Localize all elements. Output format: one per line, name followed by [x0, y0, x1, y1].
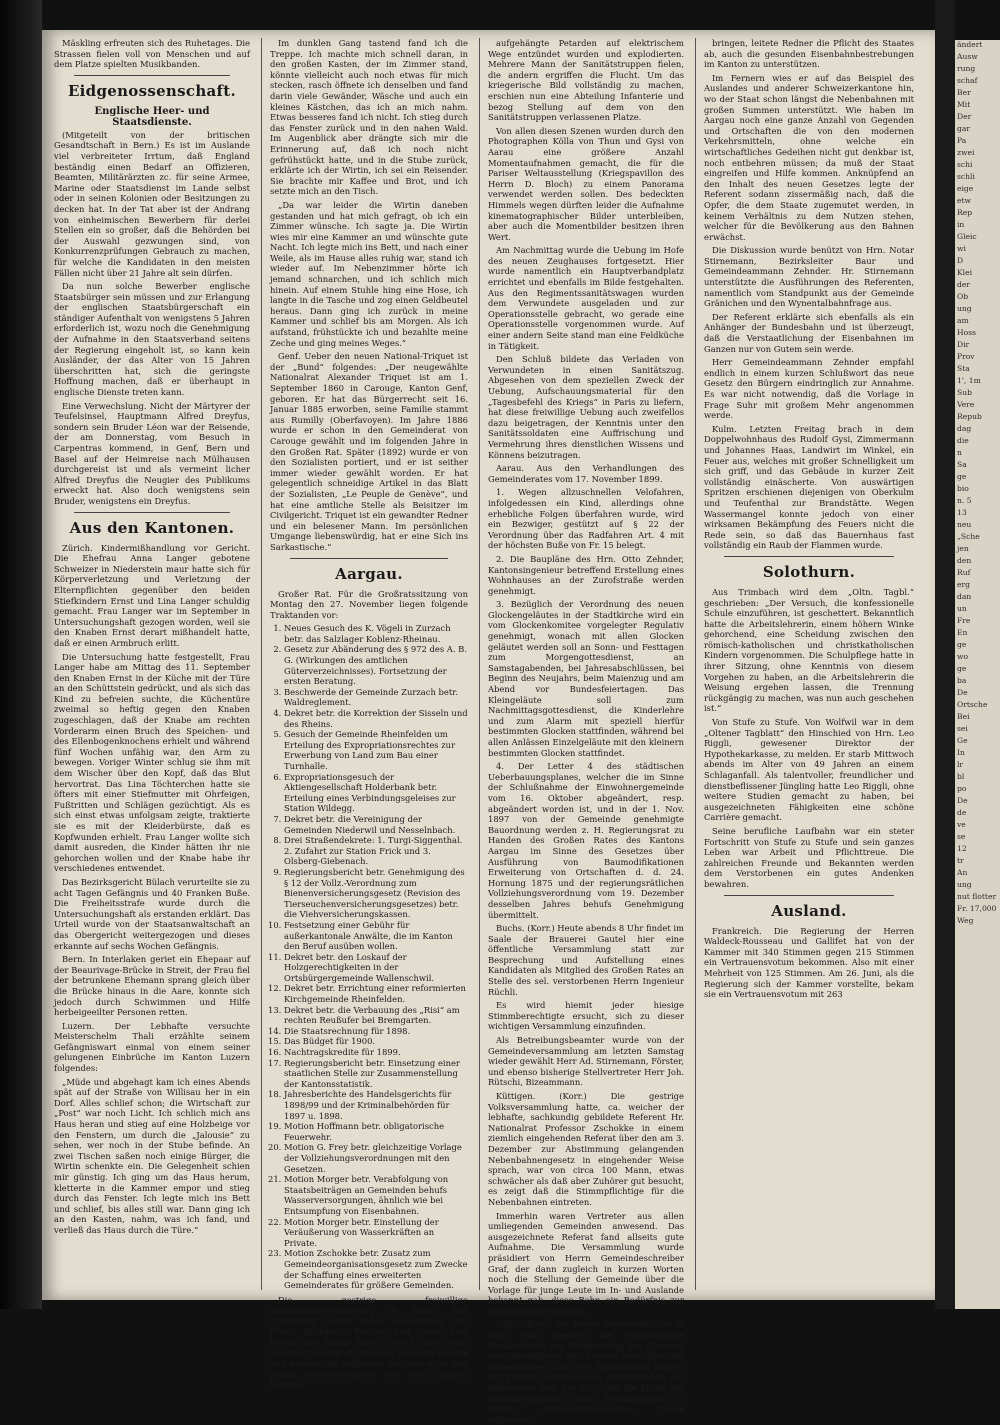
agenda-item: 7. Dekret betr. die Vereinigung der Gemeinden Niederwil und Nesselnbach.	[284, 814, 468, 835]
strip-fragment: ung	[957, 304, 972, 313]
article-text: Im Fernern wies er auf das Beispiel des Auslandes und anderer Schweizerkantone hin, wo der Staat schon längst die Nebenbahnen mit großen Summen unterstützt. Wie haben im Aargau noch eine ganze Anzahl von Gegenden und Ortschaften die von den modernen Verkehrsmitteln, ohne welche ein wirtschaftliches Gedeihen nicht gut denkbar ist, noch entbehren müssen; da muß der Staat eingreifen und Hilfe kommen. Anknüpfend an den Inhalt des neuen Gesetzes legte der Referent sodann zissermäßig nach, daß die Opfer, die dem Staate zugemutet werden, in keinem Verhältnis zu dem Nutzen stehen, welcher für die Bevölkerung aus den Bahnen erwächst.	[704, 72, 914, 242]
strip-fragment: bl	[957, 772, 965, 781]
strip-fragment: 12	[957, 844, 967, 853]
divider	[290, 558, 448, 559]
article-text: Suhr. (Korr.) Im neuen Gemeindesaale in Suhr fand gestern die angekündigte Versammlung zur Besprechung des Gesetzes betr. Beteiligung des Staates beim Bau der Nebenbahnen statt. Die Anwesenden folgten mit großem Interesse den Ausführungen des Referenten Reg.-Rat Käri, der die Frage der Staatsbeteiligung beim Eisenbahnbau in klarer, gemeinverständlicher Weise erläuterte.	[488, 1319, 684, 1425]
article-text: Im dunklen Gang tastend fand ich die Treppe. Ich machte mich schnell daran, in den großen Kasten, der im Zimmer stand, könnte vielleicht auch noch etwas für mich stecken, rasch öffnete ich denselben und fand darin viele Gewänder, Wäsche und auch ein kleines Kästchen, das ich an mich nahm. Etwas besseres fand ich nicht. Ich stieg durch das Fenster zurück und in den nahen Wald. Im Augenblick aber drängte sich mir die Erinnerung auf, daß ich noch nicht gefrühstückt hatte, und in die Stube zurück, erklärte ich der Wirtin, ich sei ein Reisender. Sie brachte mir Kaffee und Brot, und ich setzte mich an den Tisch.	[270, 38, 468, 197]
article-text: Kulm. Letzten Freitag brach in dem Doppelwohnhaus des Rudolf Gysi, Zimmermann und Johannes Haas, Landwirt im Winkel, ein Feuer aus, welches mit großer Schnelligkeit um sich griff, und das Gebäude in kurzer Zeit vollständig einäscherte. Von auswärtigen Spritzen erschienen diejenigen von Oberkulm und Teufenthal zur Brandstätte. Wegen Wassermangel konnte jedoch von einer wirksamen Bekämpfung des Feuers nicht die Rede sein, so daß das Bauernhaus fast vollständig ein Raub der Flammen wurde.	[704, 423, 914, 551]
article-text: Die Diskussion wurde benützt von Hrn. Notar Stirnemann, Bezirksleiter Baur und Gemeindeammann Zehnder. Hr. Stirnemann unterstützte die Ausführungen des Referenten, namentlich vom Standpunkt aus der Gemeinde Gränichen und den Wynentalbahnfrage aus.	[704, 245, 914, 309]
strip-fragment: 13	[957, 508, 967, 517]
strip-fragment: ändert	[957, 40, 983, 49]
strip-fragment: Rep	[957, 208, 973, 217]
agenda-item: 21. Motion Morger betr. Verabfolgung von Staatsbeiträgen an Gemeinden behufs Wasserversorgungen, ähnlich wie bei Entsumpfung von Eisenbahnen.	[284, 1174, 468, 1216]
agenda-item: 9. Regierungsbericht betr. Genehmigung des § 12 der Vollz.-Verordnung zum Bienenversicherungsgesetz (Revision des Tierseuchenversicherungsgesetzes) betr. die Viehversicherungskassen.	[284, 867, 468, 920]
article-text: Mäskling erfreuten sich des Ruhetages. Die Strassen fielen voll von Menschen und auf dem Platze spielten Musikbanden.	[54, 38, 250, 70]
article-text: Bern. In Interlaken geriet ein Ehepaar auf der Beaurivage-Brücke in Streit, der Frau fiel der betrunkene Ehemann sprang gleich über die Brücke hinaus in die Aare, konnte sich jedoch durch Schwimmen und Hilfe herbeigeeilter Personen retten.	[54, 954, 250, 1018]
article-text: Da nun solche Bewerber englische Staatsbürger sein müssen und zur Erlangung der englischen Staatsbürgerschaft ein ständiger Aufenthalt von wenigstens 5 Jahren erforderlich ist, wozu noch die Genehmigung der Aufnahme in den Staatsverband seitens der Regierung eingeholt ist, so kann kein Ausländer, der das Alter von 15 Jahren überschritten hat, sich die geringste Hoffnung machen, daß er überhaupt in englische Dienste treten kann.	[54, 281, 250, 398]
agenda-item: 3. Beschwerde der Gemeinde Zurzach betr. Waldreglement.	[284, 687, 468, 708]
strip-fragment: Ruf	[957, 568, 971, 577]
article-text: Buchs. (Korr.) Heute abends 8 Uhr findet im Saale der Brauerei Gautel hier eine öffentliche Versammlung statt zur Besprechung und Aufstellung eines Kandidaten als Mitglied des Großen Rates an Stelle des sel. verstorbenen Herrn Ingenieur Rüchli.	[488, 923, 684, 997]
strip-fragment: etw	[957, 196, 972, 205]
strip-fragment: Pa	[957, 136, 967, 145]
strip-fragment: ba	[957, 676, 967, 685]
divider	[724, 556, 894, 557]
agenda-item: 18. Jahresberichte des Handelsgerichts für 1898/99 und der Kriminalbehörden für 1897 u. 1898.	[284, 1089, 468, 1121]
strip-fragment: Sa	[957, 460, 967, 469]
column-1	[54, 38, 250, 1290]
strip-fragment: Ge	[957, 736, 968, 745]
article-text: bringen, leitete Redner die Pflicht des Staates ab, auch die gesunden Eisenbahnbestrebungen im Kanton zu unterstützen.	[704, 38, 914, 70]
agenda-item: 1. Neues Gesuch des K. Vögeli in Zurzach betr. das Salzlager Koblenz-Rheinau.	[284, 623, 468, 644]
column-rule	[479, 38, 480, 1290]
strip-fragment: erg	[957, 580, 970, 589]
article-text: „Müde und abgehagt kam ich eines Abends spät auf der Straße von Willisau her in ein Dorf. Alles schlief schon; die Wirtschaft zur „Post“ war noch Licht. Ich schlich mich ans Haus heran und stieg auf eine Holzbeige vor den Fenstern, um durch die „Jalousie“ zu sehen, wer noch in der Stube befinde. An zwei Tischen saßen noch einige Bürger, die Wirtin schenkte ein. Die Gelegenheit schien mir günstig. Ich ging um das Haus herum, kletterte in die Kammer empor und stieg durch das Fenster. Ich legte mich ins Bett und schlief, bis alles still war. Dann ging ich an den Kasten, nahm, was ich fand, und verließ das Haus durch die Türe.“	[54, 1076, 250, 1235]
column-rule	[695, 38, 696, 1290]
strip-fragment: Ortsche	[957, 700, 988, 709]
article-text: Großer Rat. Für die Großratssitzung von Montag den 27. November liegen folgende Traktanden vor:	[270, 588, 468, 620]
strip-fragment: Vere	[957, 400, 975, 409]
article-text: Das Bezirksgericht Bülach verurteilte sie zu acht Tagen Gefängnis und 40 Franken Buße. Die Freiheitsstrafe wurde durch die Untersuchungshaft als erstanden erklärt. Das Urteil wurde von der Staatsanwaltschaft an das Obergericht weitergezogen und dieses erkannte auf sechs Wochen Gefängnis.	[54, 876, 250, 951]
agenda-item: 6. Expropriationsgesuch der Aktiengesellschaft Holderbank betr. Erteilung eines Verbindungsgeleises zur Station Wildegg.	[284, 772, 468, 814]
agenda-item: 8. Drei Straßendekrete: 1. Turgi-Siggenthal. 2. Zufahrt zur Station Frick und 3. Olsberg-Giebenach.	[284, 835, 468, 867]
divider	[74, 75, 230, 76]
agenda-item: 14. Die Staatsrechnung für 1898.	[284, 1026, 468, 1037]
strip-fragment: Klei	[957, 268, 973, 277]
strip-fragment: den	[957, 556, 972, 565]
article-text: 1. Wegen allzuschnellen Velofahren, infolgedessen ein Kind, allerdings ohne erhebliche Folgen überfahren wurde, wird ein Bezwiger, gestützt auf § 22 der Verordnung über das Radfahren Art. 4 mit der höchsten Buße von Fr. 15 belegt.	[488, 487, 684, 551]
article-heading: Englische Heer- und Staatsdienste.	[94, 105, 210, 128]
strip-fragment: In	[957, 748, 965, 757]
strip-fragment: in	[957, 220, 965, 229]
article-text: Der Referent erklärte sich ebenfalls als ein Anhänger der Bundesbahn und ist überzeugt, daß die Verstaatlichung der Eisenbahnen im Ganzen nur von Gutem sein werde.	[704, 311, 914, 354]
agenda-item: 13. Dekret betr. die Verbauung des „Risi“ am rechten Reußufer bei Bremgarten.	[284, 1005, 468, 1026]
agenda-item: 16. Nachtragskredite für 1899.	[284, 1047, 468, 1058]
strip-fragment: am	[957, 316, 969, 325]
agenda-item: 4. Dekret betr. die Korrektion der Sisseln und des Rheins.	[284, 708, 468, 729]
article-text: Die gestrige freiwillige Sanitätsfelddienstübung in Aarau und Umgebung nahm unter Oberleitung des Herrn Korpsarzt Bircher und unter dem Befehl des Herrn Major Nägeli einen sehr belebten Verlauf. Es nahmen mehrere hiesige und auswärtige Sektionen teil, und etwa 300 Mann Sanitätstruppen aus dem ganzen Kanton.	[270, 1294, 468, 1390]
agenda-item: 5. Gesuch der Gemeinde Rheinfelden um Erteilung des Expropriationsrechtes zur Erwerbung von Land zum Bau einer Turnhalle.	[284, 729, 468, 771]
strip-fragment: n. 5	[957, 496, 972, 505]
adjacent-page-strip	[955, 40, 1000, 1309]
agenda-item: 19. Motion Hoffmann betr. obligatorische Feuerwehr.	[284, 1121, 468, 1142]
strip-fragment: Ber	[957, 88, 971, 97]
strip-fragment: schli	[957, 172, 975, 181]
strip-fragment: zwei	[957, 148, 975, 157]
article-text: Von Stufe zu Stufe. Von Wolfwil war in dem „Oltener Tagblatt“ den Hinschied von Hrn. Leo Riggli, gewesener Direktor der Hypothekarkasse, zu melden. Er starb Mittwoch abends im Alter von 49 Jahren an einem Schlaganfall. Als talentvoller, freundlicher und dienstbeflissener Jüngling hatte Leo Riggli, ohne weitere Studien gemacht zu haben, bei ausgezeichneten Fähigkeiten eine schöne Carrière gemacht.	[704, 717, 914, 823]
article-text: Zürich. Kindermißhandlung vor Gericht. Die Ehefrau Anna Langer gebotene Schweizer in Niederstein maur hatte sich für Körperverletzung und Verletzung der Elternpflichten gegenüber den beiden Stiefkindern Ernst und Lina Langer schuldig gemacht. Frau Langer war im September in Untersuchungshaft gezogen worden, weil sie den Knaben Ernst derart mißhandelt hatte, daß er einen Armbruch erlitt.	[54, 542, 250, 648]
section-heading: Ausland.	[771, 901, 847, 920]
strip-fragment: Fr. 17,000	[957, 904, 997, 913]
section-heading: Eidgenossenschaft.	[67, 81, 237, 100]
agenda-item: 17. Regierungsbericht betr. Einsetzung einer staatlichen Stelle zur Zusammenstellung der Kantonsstatistik.	[284, 1058, 468, 1090]
strip-fragment: der	[957, 280, 970, 289]
strip-fragment: un	[957, 604, 967, 613]
strip-fragment: se	[957, 832, 966, 841]
strip-fragment: nut flotter	[957, 892, 997, 901]
strip-fragment: „Sche	[957, 532, 980, 541]
strip-fragment: Weg	[957, 916, 974, 925]
column-2	[270, 38, 468, 1390]
agenda-item: 11. Dekret betr. den Loskauf der Holzgerechtigkeiten in der Ortsbürgergemeinde Wallenschwil.	[284, 952, 468, 984]
strip-fragment: lr	[957, 760, 964, 769]
strip-fragment: rung	[957, 64, 976, 73]
strip-fragment: n	[957, 448, 962, 457]
strip-fragment: ge	[957, 472, 967, 481]
strip-fragment: Ob	[957, 292, 969, 301]
article-text: Die Untersuchung hatte festgestellt, Frau Langer habe am Mittag des 11. September den Knaben Ernst in der Küche mit der Türe an den Schüttstein gedrückt, und als sich das Kind zu befreien suchte, die Küchentüre zweimal so heftig gegen den Knaben zugeschlagen, daß der Knabe am rechten Vorderarm einen Bruch des Speichen- und des Ellenbogenknochens erhielt und während fünf Wochen unfähig war, den Arm zu bewegen. Voriger Winter schlug sie ihm mit dem Wischer über den Kopf, daß das Blut hervortrat. Das Lina Töchterchen hatte sie öfters mit einer Stiefmutter mit Ohrfeigen, Fußtritten und Schlägen gezüchtigt. Als es sich einst etwas unfolgsam zeigte, traktierte sie es mit der Kleiderbürste, daß es Kopfwunden erhielt. Frau Langer wollte sich damit ausreden, die Kinder hätten ihr nie gehorchen wollen und der Knabe habe ihr verschiedenes entwendet.	[54, 651, 250, 874]
column-4	[704, 38, 914, 1290]
strip-fragment: De	[957, 688, 968, 697]
article-text: Eine Verwechslung. Nicht der Märtyrer der Teufelsinsel, Hauptmann Alfred Dreyfus, sondern sein Bruder Léon war der Reisende, der am Donnerstag, vom Besuch in Carpentras kommend, in Genf, Bern und Basel auf der Heimreise nach Mülhausen durchgereist ist und als vermeint licher Alfred Dreyfus die Neugier des Publikums erweckt hat. Also doch wenigstens sein Bruder, wenigstens ein Dreyfus.	[54, 400, 250, 506]
agenda-item: 23. Motion Zschokke betr. Zusatz zum Gemeindeorganisationsgesetz zum Zwecke der Schaffung eines erweiterten Gemeinderates für größere Gemeinden.	[284, 1248, 468, 1290]
agenda-item: 10. Festsetzung einer Gebühr für außerkantonale Anwälte, die im Kanton den Beruf ausüben wollen.	[284, 920, 468, 952]
section-heading: Aus den Kantonen.	[69, 518, 235, 537]
section-heading: Aargau.	[335, 564, 403, 583]
strip-fragment: Sub	[957, 388, 972, 397]
strip-fragment: Der	[957, 112, 972, 121]
strip-fragment: dag	[957, 424, 972, 433]
strip-fragment: ge	[957, 664, 967, 673]
article-text: (Mitgeteilt von der britischen Gesandtschaft in Bern.) Es ist im Auslande viel verbreiteter Irrtum, daß England beständig einen Bedarf an Offizieren, Beamten, Militärärzten zc. für seine Armee, Marine oder Staatsdienst im Lande selbst oder in seinen Kolonien oder Besitzungen zu decken hat. In der Tat aber ist der Andrang von einheimischen Bewerbern für derlei Stellen ein so großer, daß die Behörden bei der Auswahl gezwungen sind, von Konkurrenzprüfungen Gebrauch zu machen, für welche die Kandidaten in den meisten Fällen nicht über 21 Jahre alt sein dürfen.	[54, 129, 250, 278]
article-text: 3. Bezüglich der Verordnung des neuen Glockengeläutes in der Stadtkirche wird ein vom Glockenkomitee vorgelegter Regulativ genehmigt, wonach mit allen Glocken geläutet werden soll an Sonn- und Festtagen zum Morgengottesdienst, an Samstagabenden, bei Jahresabschlüssen, bei Beginn des Neujahrs, beim Maienzug und am Abend vor Bundesfeiertagen. Das Kleingeläute soll zum Nachmittagsgottesdienst, die Kinderlehre und zum Alarm mit speziell hierfür bestimmten Glocken stattfinden, während bei allen Anlässen Einzelgeläute mit den kleinern bestimmten Glocken stattfindet.	[488, 599, 684, 758]
article-text: Von allen diesen Szenen wurden durch den Photographen Kölla von Thun und Gysi von Aarau eine größere Anzahl Momentaufnahmen gemacht, die für die Pariser Weltausstellung (Kriegspavillon des Herrn D. Bloch) zu einem Panorama verwendet werden sollen. Des bedeckten Himmels wegen dürften leider die Aufnahme kinematographischer Bilder unterbleiben, aber auch die Momentbilder besitzen ihren Wert.	[488, 125, 684, 242]
agenda-item: 2. Gesetz zur Abänderung des § 972 des A. B. G. (Wirkungen des amtlichen Güterverzeichnisses). Fortsetzung der ersten Beratung.	[284, 644, 468, 686]
strip-fragment: Ausw	[957, 52, 978, 61]
agenda-item: 20. Motion G. Frey betr. gleichzeitige Vorlage der Vollziehungsverordnungen mit den Gesetzen.	[284, 1142, 468, 1174]
strip-fragment: wi	[957, 244, 966, 253]
strip-fragment: Bei	[957, 712, 970, 721]
strip-fragment: dan	[957, 592, 972, 601]
section-heading: Solothurn.	[762, 562, 856, 581]
article-text: Seine berufliche Laufbahn war ein steter Fortschritt von Stufe zu Stufe und sein ganzes Leben war Arbeit und Pflichttreue. Die zahlreichen Freunde und Bekannten werden dem Verstorbenen ein gutes Andenken bewahren.	[704, 825, 914, 889]
strip-fragment: eige	[957, 184, 974, 193]
column-rule	[261, 38, 262, 1290]
strip-fragment: wo	[957, 652, 969, 661]
strip-fragment: En	[957, 628, 968, 637]
scan-border-left	[0, 0, 42, 1309]
article-text: Aus Trimbach wird dem „Oltn. Tagbl.“ geschrieben: „Der Versuch, die konfessionelle Schule einzuführen, ist geschettert. Bekanntlich hatte die Arbeitslehrerin, einem höhern Winke gehorchend, eine Scheidung zwischen den römisch-katholischen und christkatholischen Kindern vorgenommen. Die Schulpflege hatte in ihrer Sitzung, ohne Kenntnis von diesem Vorgehen zu haben, an die Arbeitslehrerin die Weisung ergehen lassen, die Trennung rückgängig zu machen, was nun auch geschehen ist.“	[704, 586, 914, 714]
agenda-item: 12. Dekret betr. Errichtung einer reformierten Kirchgemeinde Rheinfelden.	[284, 983, 468, 1004]
divider	[74, 512, 230, 513]
column-3	[488, 38, 684, 1425]
strip-fragment: Hoss	[957, 328, 976, 337]
strip-fragment: schaf	[957, 76, 978, 85]
article-text: „Da war leider die Wirtin daneben gestanden und hat mich gefragt, ob ich ein Zimmer wünsche. Ich sagte ja. Die Wirtin wies mir eine Kammer an und wünschte gute Nacht. Ich legte mich ins Bett, und nach einer Weile, als im Hause alles ruhig war, stand ich wieder auf. Im Nebenzimmer hörte ich jemand schnarchen, und ich schlich mich hinein. Auf einem Stuhle hing eine Hose, ich langte in die Tasche und zog einen Geldbeutel heraus. Dann ging ich zurück in meine Kammer und schlief bis am Morgen. Als ich aufstand, frühstückte ich und bezahlte meine Zeche und ging meines Weges.“	[270, 199, 468, 348]
strip-fragment: An	[957, 868, 968, 877]
article-text: Am Nachmittag wurde die Uebung im Hofe des neuen Zeughauses fortgesetzt. Hier wurde namentlich ein Hauptverbandplatz errichtet und ebenfalls im Bilde festgehalten. Aus den Regimentssanitätswagen wurden dem Verwundete ausgeladen und zur Operationsstelle gebracht, wo gerade eine Operationsstelle vorgenommen wurde. Auf einer andern Seite stand man eine Feldküche in Tätigkeit.	[488, 245, 684, 351]
article-text: Aarau. Aus den Verhandlungen des Gemeinderates vom 17. November 1899.	[488, 463, 684, 484]
agenda-item: 22. Motion Morger betr. Einstellung der Veräußerung von Wasserkräften an Private.	[284, 1217, 468, 1249]
article-text: Herr Gemeindeammann Zehnder empfahl endlich in einem kurzen Schlußwort das neue Gesetz den Bürgern eindringlich zur Annahme. Es war nicht notwendig, daß die Vorlage in Frage Suhr mit großem Mehr angenommen werde.	[704, 357, 914, 421]
strip-fragment: die	[957, 436, 969, 445]
strip-fragment: Repub	[957, 412, 982, 421]
article-text: Den Schluß bildete das Verladen von Verwundeten in einen Sanitätszug. Abgesehen von dem speziellen Zweck der Uebung, Aufschauungsmaterial für den „Tagesbefehl des Kriegs“ in Paris zu liefern, hat diese freiwillige Uebung auch zweifellos dazu beigetragen, der Kenntnis unter den Sanitätssoldaten eine Auffrischung und Vermehrung ihres dienstlichen Wissens und Könnens beizutragen.	[488, 354, 684, 460]
article-text: Genf. Ueber den neuen National-Triquet ist der „Bund“ folgendes: „Der neugewählte Nationalrat Alexander Triquet ist am 1. September 1860 in Carouge, Kanton Genf, geboren. Er hat das Bürgerrecht seit 16. Januar 1885 erworben, seine Familie stammt aus Rumilly (Oberfavoyen). Im Jahre 1886 wurde er schon in den Gemeinderat von Carouge gewählt und im folgenden Jahre in den Großen Rat. Später (1892) wurde er von den Sozialisten portiert, und er ist seither immer wieder gewählt worden. Er hat gelegentlich schneidige Artikel in das Blatt der Sozialisten, „Le Peuple de Genève“, und hat eine amtliche Stelle als Beisitzer im Civilgericht. Triquet ist ein gewandter Redner und ein belesener Mann. Im persönlichen Umgange liebenswürdig, hat er eine Sich ins Sarkastische.“	[270, 351, 468, 552]
scan-gutter-right	[935, 0, 955, 1309]
strip-fragment: De	[957, 796, 968, 805]
article-text: Luzern. Der Lebhafte versuchte Meisterschelm Thali erzählte seinem Gefängniswart einmal von einem seiner gelungenen Einbrüche im Kanton Luzern folgendes:	[54, 1020, 250, 1074]
strip-fragment: Prov	[957, 352, 975, 361]
strip-fragment: ge	[957, 640, 967, 649]
article-text: aufgehängte Petarden auf elektrischem Wege entzündet wurden und explodierten. Mehrere Mann der Sanitätstruppen fielen, die andern ergriffen die Flucht. Um das kriegerische Bild vollständig zu machen, erschien nun eine Abteilung Infanterie und bezog Stellung auf dem von den Sanitätstruppen verlassenen Platze.	[488, 38, 684, 123]
strip-fragment: bio	[957, 484, 969, 493]
article-text: Als Betreibungsbeamter wurde von der Gemeindeversammlung am letzten Samstag wieder gewählt Herr Ad. Stirnemann, Förster, und ebenso bisherige Stellvertreter Herr Joh. Rütschi, Bizeammann.	[488, 1035, 684, 1088]
strip-fragment: sei	[957, 724, 968, 733]
strip-fragment: po	[957, 784, 967, 793]
strip-fragment: de	[957, 808, 967, 817]
article-text: Frankreich. Die Regierung der Herren Waldeck-Rousseau und Gallifet hat von der Kammer mit 340 Stimmen gegen 215 Stimmen ein Vertrauensvotum bekommen. Also mit einer Mehrheit von 125 Stimmen. Am 26. Juni, als die Regierung sich der Kammer vorstellte, bekam sie ein Vertrauensvotum mit 263	[704, 925, 914, 1000]
strip-fragment: Dir	[957, 340, 970, 349]
strip-fragment: tr	[957, 856, 964, 865]
strip-fragment: Mit	[957, 100, 971, 109]
strip-fragment: ve	[957, 820, 966, 829]
newspaper-page	[42, 30, 935, 1425]
strip-fragment: Sta	[957, 364, 970, 373]
article-text: 4. Der Letter 4 des städtischen Ueberbauungsplanes, welcher die im Sinne der Schlußnahme der Einwohnergemeinde vom 16. Oktober abgeändert, resp. abgeändert worden ist, und in der 1. Nov. 1897 von der Gemeinde genehmigte Bauordnung werden z. H. Regierungsrat zu Handen des Großen Rates des Kantons Aargau im Sinne des Gesetzes über Ausführung von Baumodifikationen Erweiterung von Ortschaften d. d. 24. Hornung 1875 und der regierungsrätlichen Vollziehungsverordnung vom 19. Dezember desselben Jahres behufs Genehmigung übermittelt.	[488, 761, 684, 920]
strip-fragment: ung	[957, 880, 972, 889]
strip-fragment: Gleic	[957, 232, 977, 241]
agenda-item: 15. Das Büdget für 1900.	[284, 1036, 468, 1047]
strip-fragment: 1', 1m	[957, 376, 981, 385]
divider	[724, 895, 894, 896]
article-text: Es wird hiemit jeder hiesige Stimmberechtigte ersucht, sich zu dieser wichtigen Versammlung einzufinden.	[488, 1000, 684, 1032]
strip-fragment: neu	[957, 520, 972, 529]
agenda-list	[270, 623, 468, 1290]
article-text: Küttigen. (Korr.) Die gestrige Volksversammlung hatte, ca. weicher der lebhafte, sachkundig gebildete Referent Hr. Nationalrat Professor Zschokke in einem ziemlich eingehenden Referat über den am 3. Dezember zur Abstimmung gelangenden Nebenbahnengesetz in eingehender Weise sprach, war von circa 100 Mann, etwas schwächer als daß aber Zuhörer gut besucht, es zeigt daß die Stimmpflichtige für die Nebenbahnen eintreten.	[488, 1091, 684, 1207]
strip-fragment: Fre	[957, 616, 971, 625]
strip-fragment: D	[957, 256, 964, 265]
strip-fragment: gar	[957, 124, 971, 133]
strip-fragment: jen	[957, 544, 969, 553]
article-text: Immerhin waren Vertreter aus allen umliegenden Gemeinden anwesend. Das ausgezeichnete Referat fand allseits gute Aufnahme. Die Versammlung wurde präsidiert von Herrn Gemeindeschreiber Graf, der dann zugleich in kurzen Worten noch die Stellung der Gemeinde über die Vorlage für junge Leute im In- und Auslande bekannt gab, diese Bahn ein Bedürfnis zur Genehmigung empfahl.	[488, 1210, 684, 1316]
article-text: 2. Die Baupläne des Hrn. Otto Zehnder, Kantonsingenieur betreffend Erstellung eines Wohnhauses an der Zurofstraße werden genehmigt.	[488, 553, 684, 596]
strip-fragment: schi	[957, 160, 973, 169]
